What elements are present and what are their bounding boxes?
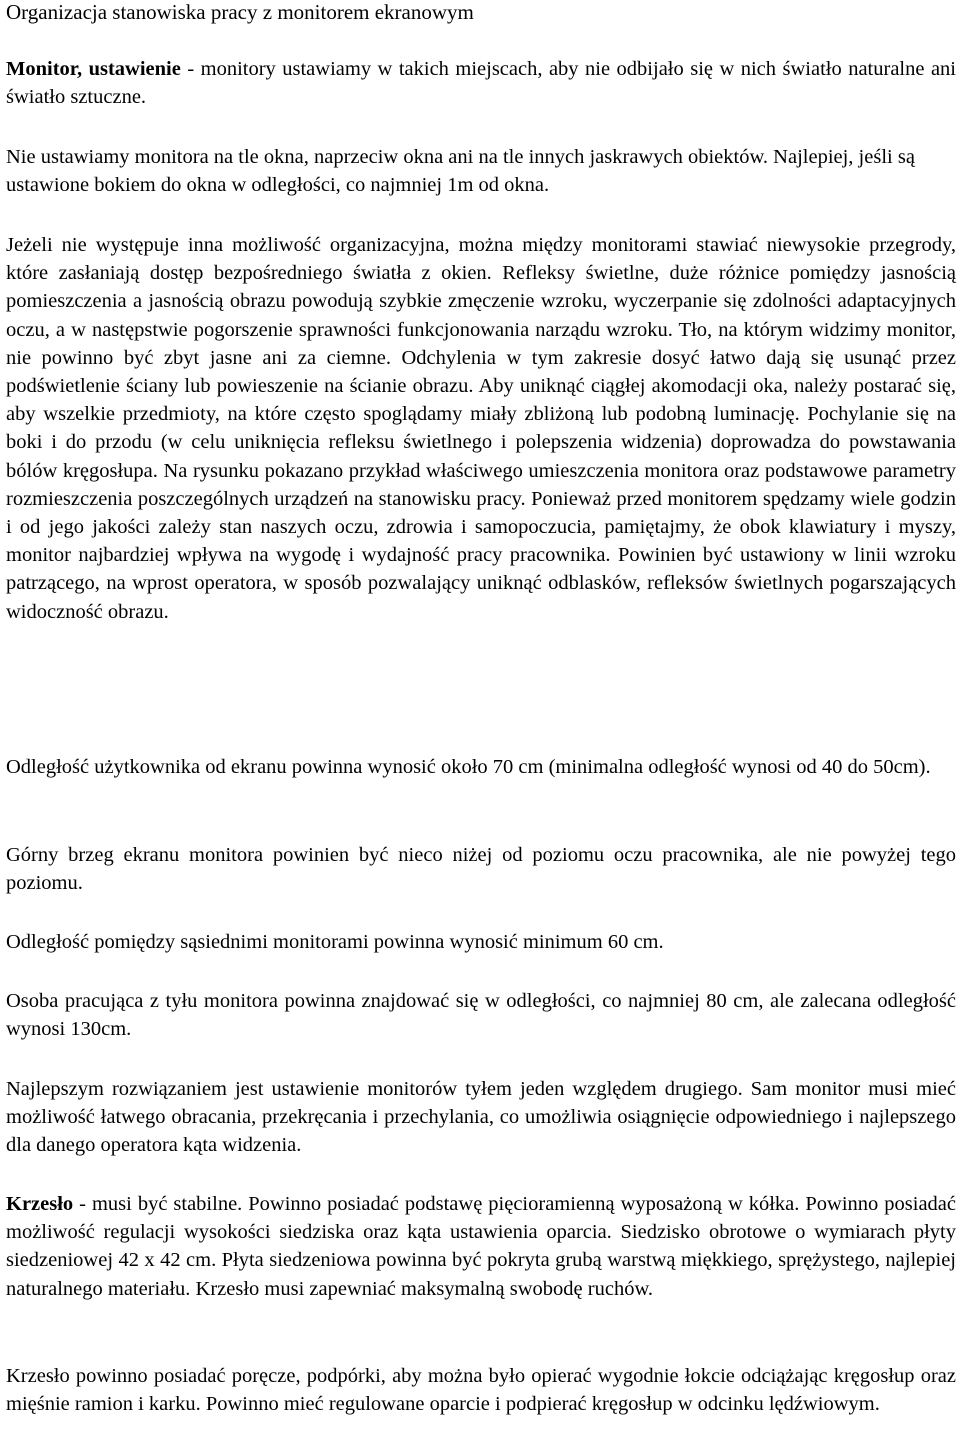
window-paragraph: Nie ustawiamy monitora na tle okna, naprzeciw okna ani na tle innych jaskrawych obiektów. Najlepiej, jeśli są ustawione bokiem do okna w odległości, co najmniej 1m od okna. [6,146,915,197]
monitor-paragraph [6,55,956,111]
monitor-heading: Monitor, ustawienie [6,58,181,80]
person-behind-paragraph: Osoba pracująca z tyłu monitora powinna znajdować się w odległości, co najmniej 80 cm, ale zalecana odległość wynosi 130cm. [6,990,956,1041]
armrests-paragraph: Krzesło powinno posiadać poręcze, podpórki, aby można było opierać wygodnie łokcie odciążając kręgosłup oraz mięśnie ramion i karku. Powinno mieć regulowane oparcie i podpierać kręgosłup w odcinku lędźwiowym. [6,1365,956,1416]
main-paragraph: Jeżeli nie występuje inna możliwość organizacyjna, można między monitorami stawiać niewysokie przegrody, które zasłaniają dostęp bezpośredniego światła z okien. Refleksy świetlne, duże różnice pomiędzy jasnością pomieszczenia a jasnością obrazu powodują szybkie zmęczenie wzroku, wyczerpanie się zdolności adaptacyjnych oczu, a w następstwie pogorszenie sprawności funkcjonowania narządu wzroku. Tło, na którym widzimy monitor, nie powinno być zbyt jasne ani za ciemne. Odchylenia w tym zakresie dosyć łatwo dają się usunąć przez podświetlenie ściany lub powieszenie na ścianie obrazu. Aby uniknąć ciągłej akomodacji oka, należy postarać się, aby wszelkie przedmioty, na które często spoglądamy miały zbliżoną lub podobną luminację. Pochylanie się na boki i do przodu (w celu uniknięcia refleksu świetlnego i polepszenia widzenia) doprowadza do powstawania bólów kręgosłupa. Na rysunku pokazano przykład właściwego umieszczenia monitora oraz podstawowe parametry rozmieszczenia poszczególnych urządzeń na stanowisku pracy. Ponieważ przed monitorem spędzamy wiele godzin i od jego jakości zależy stan naszych oczu, zdrowia i samopoczucia, pamiętajmy, że obok klawiatury i myszy, monitor najbardziej wpływa na wygodę i wydajność pracy pracownika. Powinien być ustawiony w linii wzroku patrzącego, na wprost operatora, w sposób pozwalający uniknąć odblasków, refleksów świetlnych pogarszających widoczność obrazu. [6,234,956,623]
screen-edge-paragraph: Górny brzeg ekranu monitora powinien być nieco niżej od poziomu oczu pracownika, ale nie powyżej tego poziomu. [6,844,956,895]
best-solution-paragraph: Najlepszym rozwiązaniem jest ustawienie monitorów tyłem jeden względem drugiego. Sam monitor musi mieć możliwość łatwego obracania, przekręcania i przechylania, co umożliwia osiągnięcie odpowiedniego i najlepszego dla danego operatora kąta widzenia. [6,1078,956,1157]
chair-heading: Krzesło [6,1193,74,1215]
distance-paragraph: Odległość użytkownika od ekranu powinna wynosić około 70 cm (minimalna odległość wynosi od 40 do 50cm). [6,756,931,778]
document-title: Organizacja stanowiska pracy z monitorem ekranowym [6,0,474,24]
chair-paragraph [6,1190,956,1303]
chair-text: - musi być stabilne. Powinno posiadać podstawę pięcioramienną wyposażoną w kółka. Powinno posiadać możliwość regulacji wysokości siedziska oraz kąta ustawienia oparcia. Siedzisko obrotowe o wymiarach płyty siedzeniowej 42 x 42 cm. Płyta siedzeniowa powinna być pokryta grubą warstwą miękkiego, sprężystego, najlepiej naturalnego materiału. Krzesło musi zapewniać maksymalną swobodę ruchów. [6,1193,956,1300]
monitor-text: - monitory ustawiamy w takich miejscach, aby nie odbijało się w nich światło naturalne ani światło sztuczne. [6,58,956,109]
neighbor-monitors-paragraph: Odległość pomiędzy sąsiednimi monitorami powinna wynosić minimum 60 cm. [6,931,664,953]
